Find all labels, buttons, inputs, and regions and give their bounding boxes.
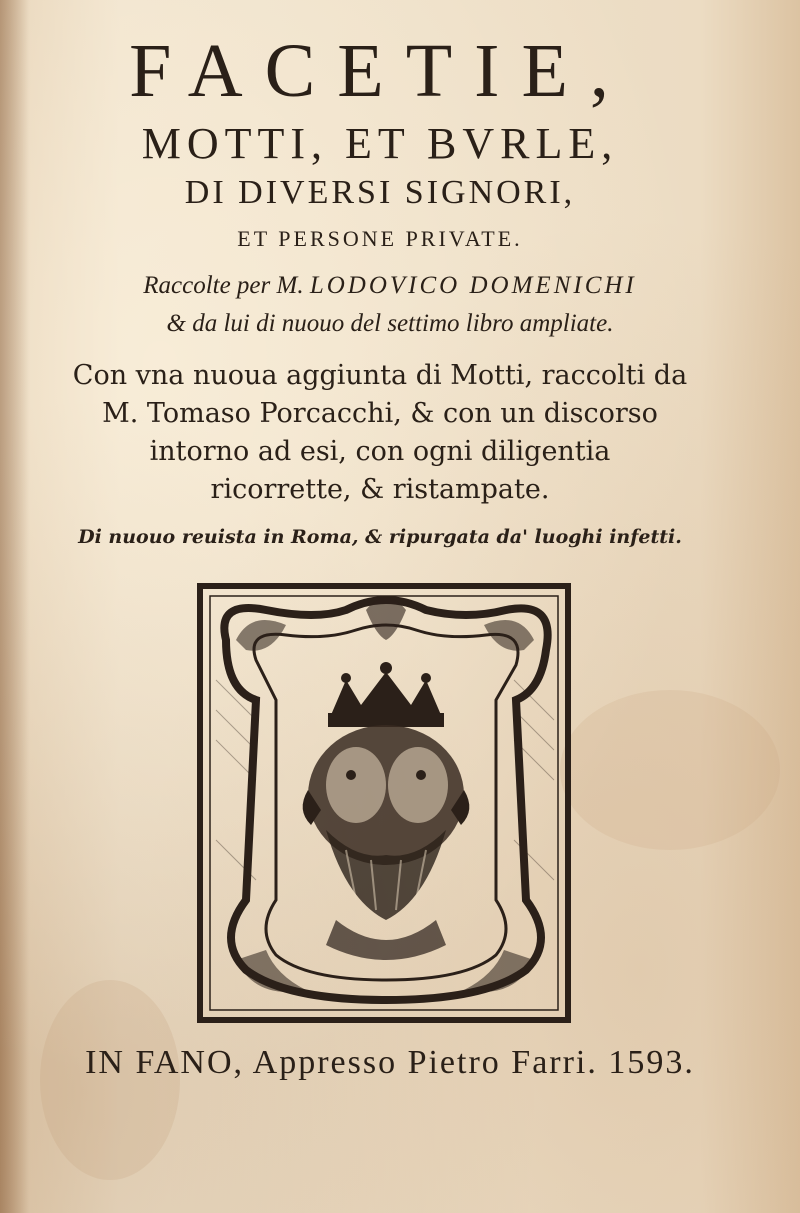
title-line-4: ET PERSONE PRIVATE. [237,226,523,251]
imprint: IN FANO, Appresso Pietro Farri. 1593. [85,1044,695,1081]
title-line-2: MOTTI, ET BVRLE, [141,119,619,168]
addition-line-3: intorno ad esi, con ogni diligentia [149,436,611,467]
compiler-prefix: Raccolte per M. [143,272,304,299]
compiler-line-2: & da lui di nuouo del settimo libro ampliate. [166,310,614,337]
compiler-name: LODOVICO DOMENICHI [309,272,637,299]
revision-note: Di nuouo reuista in Roma, & ripurgata da' luoghi infetti. [78,526,682,548]
title-line-1: FACETIE, [129,29,631,113]
crowned-janus-head-icon [196,580,574,1026]
addition-line-1: Con vna nuoua aggiunta di Motti, raccolti da [72,360,688,391]
addition-line-4: ricorrette, & ristampate. [210,474,550,505]
compiler-line [30,272,750,300]
title-line-3: DI DIVERSI SIGNORI, [184,174,576,211]
addition-line-2: M. Tomaso Porcacchi, & con un discorso [102,398,658,429]
foxing-stain [560,690,780,850]
